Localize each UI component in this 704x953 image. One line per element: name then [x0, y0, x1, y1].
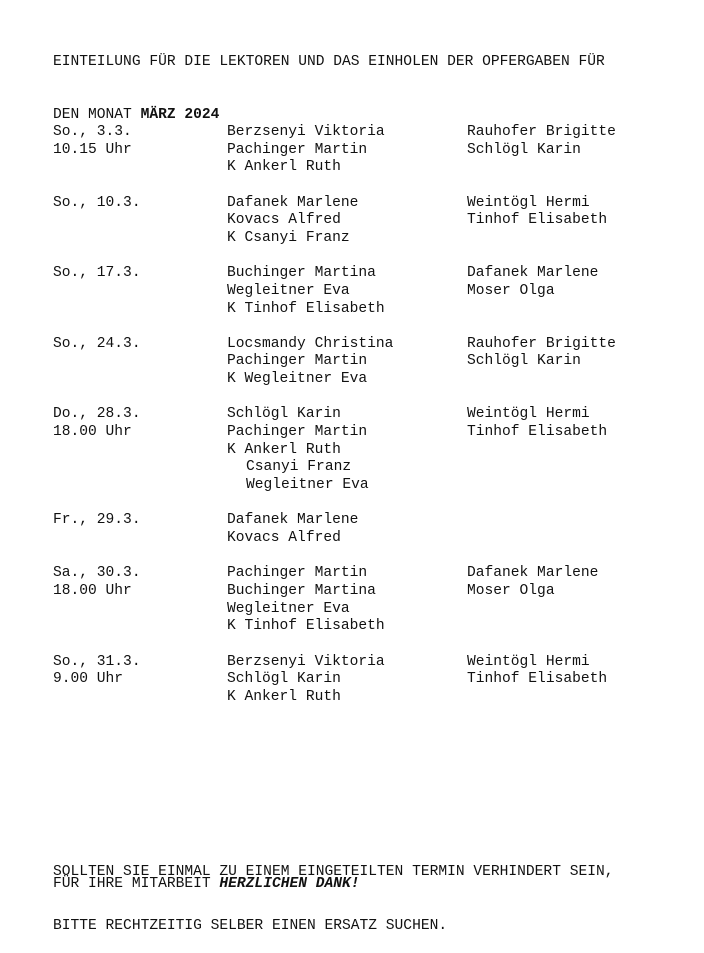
entry-date: Sa., 30.3.	[53, 565, 141, 582]
entry-lector: Wegleitner Eva	[227, 282, 350, 299]
entry-date: 9.00 Uhr	[53, 671, 124, 688]
entry-lector-column	[227, 124, 385, 177]
entry-date-column	[53, 654, 141, 689]
header-month-label: DEN MONAT	[53, 106, 141, 123]
header-line-1: EINTEILUNG FÜR DIE LEKTOREN UND DAS EINHOLEN DER OPFERGABEN FÜR	[53, 54, 605, 70]
entry-lector: Locsmandy Christina	[227, 335, 394, 352]
entry-lector-column	[227, 512, 358, 547]
entry-lector: Kovacs Alfred	[227, 212, 341, 229]
header-month-value: MÄRZ 2024	[140, 106, 220, 123]
entry-lector: Schlögl Karin	[227, 671, 341, 688]
entry-lector: K Ankerl Ruth	[227, 159, 341, 176]
entry-offering-column	[467, 406, 607, 441]
entry-offering-column	[467, 195, 607, 230]
entry-offering: Rauhofer Brigitte	[467, 124, 616, 140]
entry-date: 10.15 Uhr	[53, 141, 132, 158]
entry-lector: K Ankerl Ruth	[227, 688, 341, 705]
entry-offering: Dafanek Marlene	[467, 565, 599, 582]
entry-offering-column	[467, 654, 607, 689]
entry-offering: Moser Olga	[467, 582, 555, 599]
entry-lector: Csanyi Franz	[246, 459, 352, 476]
entry-date: So., 31.3.	[53, 653, 141, 670]
entry-lector: Dafanek Marlene	[227, 194, 359, 211]
entry-date-column	[53, 336, 141, 354]
entry-lector: Kovacs Alfred	[227, 530, 341, 547]
entry-date: 18.00 Uhr	[53, 424, 132, 441]
entry-offering: Rauhofer Brigitte	[467, 335, 616, 352]
entry-offering: Schlögl Karin	[467, 353, 581, 370]
entry-date-column	[53, 512, 141, 530]
entry-offering: Tinhof Elisabeth	[467, 212, 608, 229]
entry-lector: Berzsenyi Viktoria	[227, 124, 385, 140]
entry-lector: Pachinger Martin	[227, 424, 368, 441]
entry-offering-column	[467, 336, 616, 371]
entry-lector-column	[227, 265, 385, 318]
entry-date: So., 24.3.	[53, 335, 141, 352]
entry-lector: Berzsenyi Viktoria	[227, 653, 385, 670]
footer-line-1: SOLLTEN SIE EINMAL ZU EINEM EINGETEILTEN TERMIN VERHINDERT SEIN,	[53, 864, 614, 880]
entry-lector: Wegleitner Eva	[227, 600, 350, 617]
entry-date: Fr., 29.3.	[53, 512, 141, 529]
entry-offering: Weintögl Hermi	[467, 194, 590, 211]
entry-date: Do., 28.3.	[53, 406, 141, 423]
thanks-line	[53, 876, 360, 892]
entry-lector-column	[227, 654, 385, 707]
entry-lector: K Ankerl Ruth	[227, 441, 341, 458]
entry-date-column	[53, 406, 141, 441]
entry-lector: Schlögl Karin	[227, 406, 341, 423]
entry-lector: Buchinger Martina	[227, 582, 376, 599]
entry-offering: Schlögl Karin	[467, 141, 581, 158]
entry-lector-column	[227, 336, 393, 389]
entry-lector-column	[227, 195, 358, 248]
entry-offering-column	[467, 265, 598, 300]
entry-date-column	[53, 565, 141, 600]
entry-lector: K Wegleitner Eva	[227, 371, 368, 388]
entry-offering-column	[467, 124, 616, 159]
entry-date-column	[53, 265, 141, 283]
entry-lector: Pachinger Martin	[227, 565, 368, 582]
entry-date: So., 17.3.	[53, 265, 141, 282]
entry-lector: K Tinhof Elisabeth	[227, 300, 385, 317]
entry-lector-column	[227, 565, 385, 636]
entry-offering: Moser Olga	[467, 282, 555, 299]
entry-lector: K Tinhof Elisabeth	[227, 618, 385, 635]
entry-offering: Weintögl Hermi	[467, 653, 590, 670]
entry-date: So., 3.3.	[53, 124, 132, 140]
header-line-2	[53, 107, 605, 125]
entry-offering: Dafanek Marlene	[467, 265, 599, 282]
entry-lector: Pachinger Martin	[227, 141, 368, 158]
entry-offering: Weintögl Hermi	[467, 406, 590, 423]
entry-date-column	[53, 124, 132, 159]
thanks-emphasis: HERZLICHEN DANK!	[219, 876, 360, 892]
entry-lector: Pachinger Martin	[227, 353, 368, 370]
entry-offering: Tinhof Elisabeth	[467, 671, 608, 688]
entry-lector: K Csanyi Franz	[227, 229, 350, 246]
footer-line-2: BITTE RECHTZEITIG SELBER EINEN ERSATZ SUCHEN.	[53, 918, 448, 934]
thanks-prefix: FÜR IHRE MITARBEIT	[53, 876, 220, 892]
entry-lector-column	[227, 406, 369, 494]
entry-offering-column	[467, 565, 598, 600]
entry-date: 18.00 Uhr	[53, 582, 132, 599]
entry-date-column	[53, 195, 141, 213]
entry-offering: Tinhof Elisabeth	[467, 424, 608, 441]
entry-date: So., 10.3.	[53, 194, 141, 211]
entry-lector: Buchinger Martina	[227, 265, 376, 282]
entry-lector: Wegleitner Eva	[246, 477, 369, 494]
entry-lector: Dafanek Marlene	[227, 512, 359, 529]
